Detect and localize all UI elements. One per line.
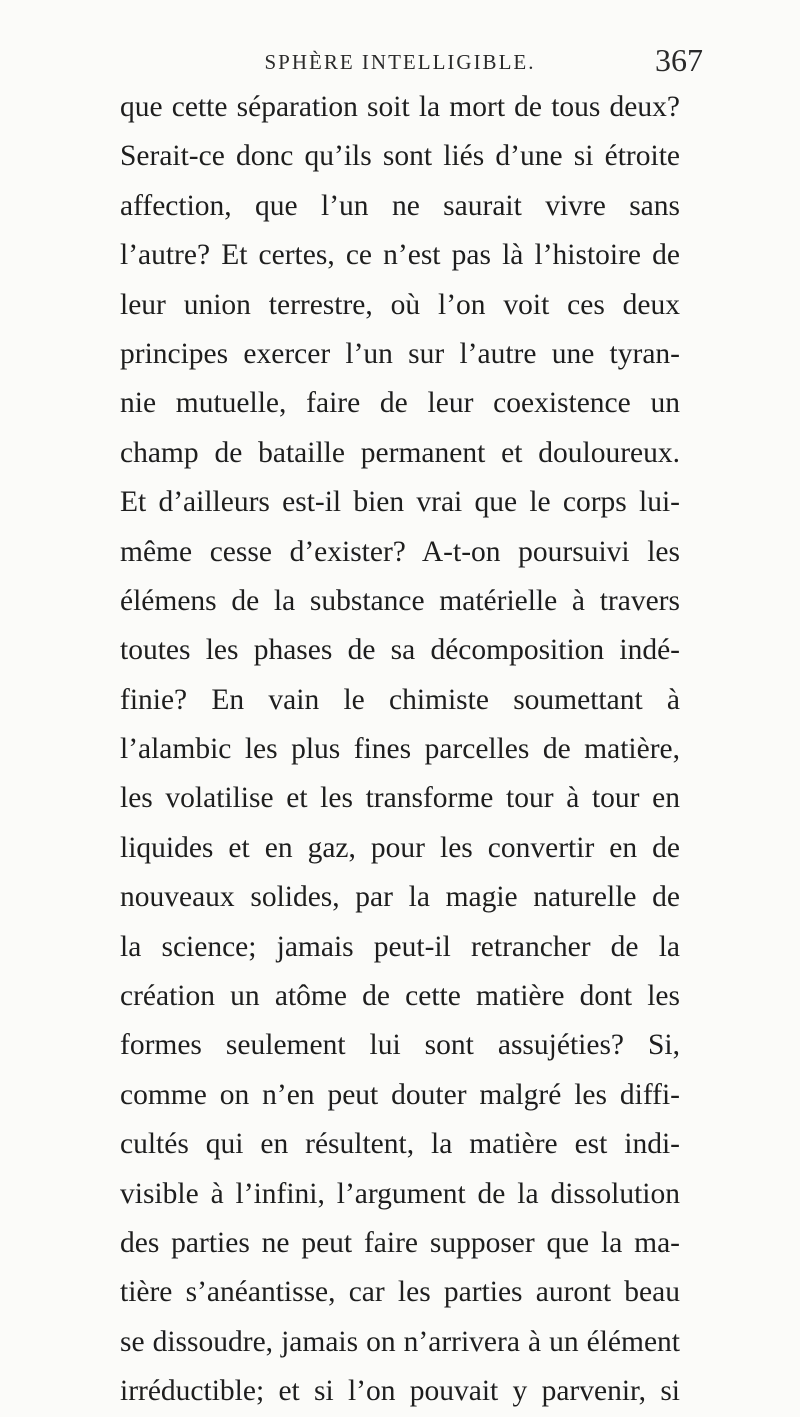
text-line: l’autre? Et certes, ce n’est pas là l’histoire de xyxy=(120,239,680,272)
text-line: comme on n’en peut douter malgré les diffi- xyxy=(120,1078,680,1111)
text-line: liquides et en gaz, pour les convertir en de xyxy=(120,831,680,864)
page-number: 367 xyxy=(655,42,703,78)
text-line: champ de bataille permanent et douloureux. xyxy=(120,436,680,469)
text-line: création un atôme de cette matière dont les xyxy=(120,980,680,1013)
text-line: principes exercer l’un sur l’autre une tyran- xyxy=(120,337,680,370)
text-line: formes seulement lui sont assujéties? Si, xyxy=(120,1029,680,1062)
text-line: nie mutuelle, faire de leur coexistence un xyxy=(120,387,680,420)
body-text xyxy=(120,83,680,1417)
text-line: toutes les phases de sa décomposition indé- xyxy=(120,634,680,667)
text-line: l’alambic les plus fines parcelles de matière, xyxy=(120,733,680,766)
text-line: irréductible; et si l’on pouvait y parvenir, si xyxy=(120,1375,680,1408)
text-line: tière s’anéantisse, car les parties auront beau xyxy=(120,1276,680,1309)
text-line: affection, que l’un ne saurait vivre sans xyxy=(120,189,680,222)
text-line: des parties ne peut faire supposer que la ma- xyxy=(120,1226,680,1259)
text-line: finie? En vain le chimiste soumettant à xyxy=(120,683,680,716)
text-line: même cesse d’exister? A-t-on poursuivi les xyxy=(120,535,680,568)
text-line: les volatilise et les transforme tour à tour en xyxy=(120,782,680,815)
text-line: Serait-ce donc qu’ils sont liés d’une si étroite xyxy=(120,140,680,173)
text-line: visible à l’infini, l’argument de la dissolution xyxy=(120,1177,680,1210)
text-line: la science; jamais peut-il retrancher de la xyxy=(120,930,680,963)
running-head: SPHÈRE INTELLIGIBLE. xyxy=(264,50,536,74)
text-line: Et d’ailleurs est-il bien vrai que le corps lui- xyxy=(120,486,680,519)
text-line: se dissoudre, jamais on n’arrivera à un élément xyxy=(120,1325,680,1358)
text-line: élémens de la substance matérielle à travers xyxy=(120,584,680,617)
text-line: cultés qui en résultent, la matière est indi- xyxy=(120,1128,680,1161)
text-line: nouveaux solides, par la magie naturelle de xyxy=(120,881,680,914)
text-line: leur union terrestre, où l’on voit ces deux xyxy=(120,288,680,321)
text-line: que cette séparation soit la mort de tous deux? xyxy=(120,91,680,123)
